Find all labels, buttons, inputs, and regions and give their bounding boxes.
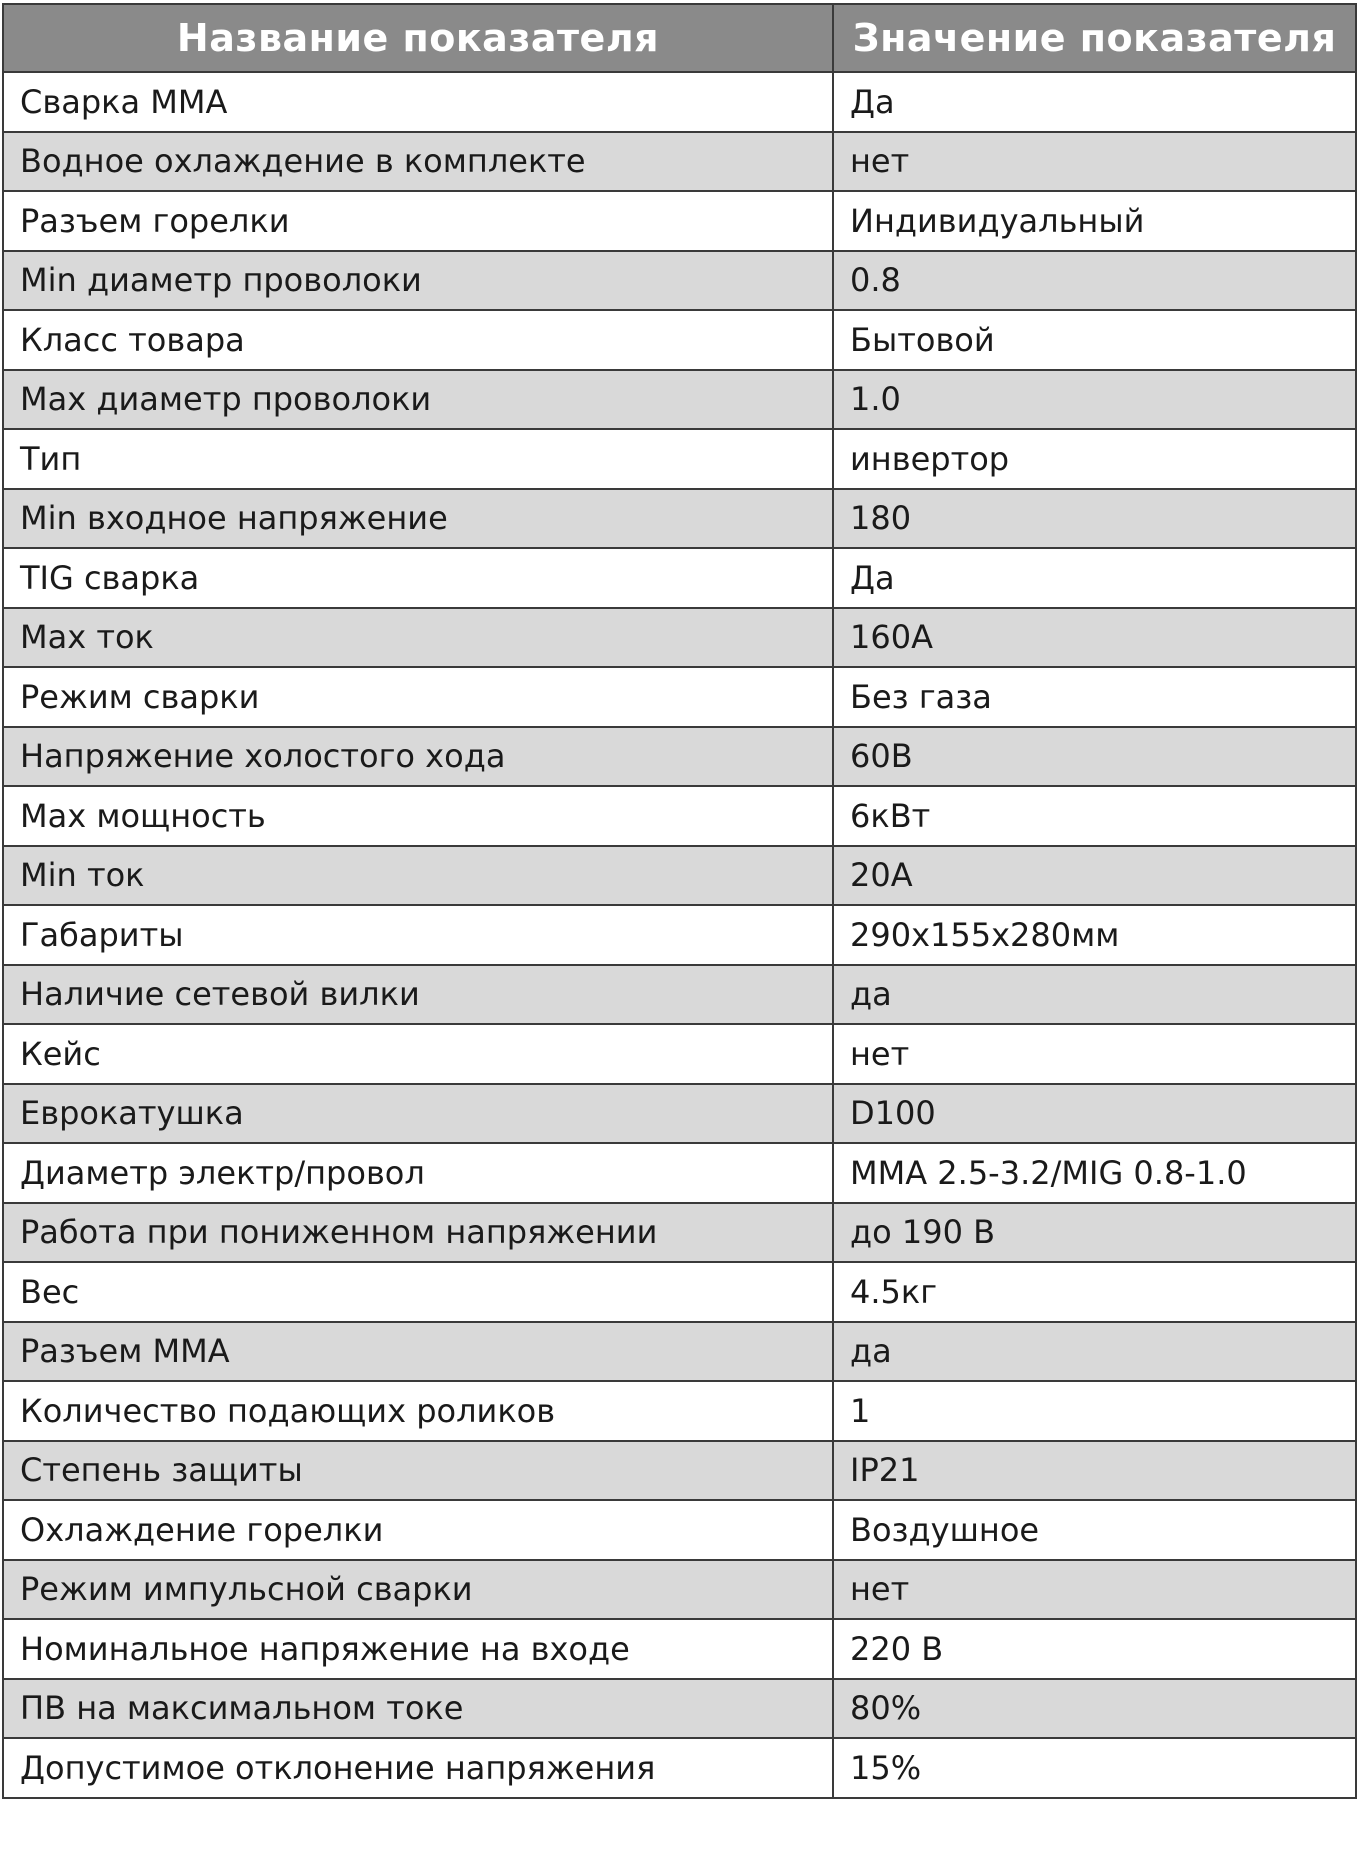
parameter-name-cell: Кейс xyxy=(3,1024,833,1084)
table-row xyxy=(3,905,1356,965)
table-row xyxy=(3,786,1356,846)
table-row xyxy=(3,1262,1356,1322)
parameter-value-cell: 60В xyxy=(833,727,1356,787)
table-row xyxy=(3,1441,1356,1501)
table-row xyxy=(3,608,1356,668)
table-row xyxy=(3,1322,1356,1382)
parameter-name-cell: Охлаждение горелки xyxy=(3,1500,833,1560)
header-parameter-value: Значение показателя xyxy=(833,4,1356,72)
parameter-name-cell: Количество подающих роликов xyxy=(3,1381,833,1441)
parameter-value-cell: да xyxy=(833,965,1356,1025)
parameter-value-cell: 290х155х280мм xyxy=(833,905,1356,965)
table-row xyxy=(3,1024,1356,1084)
parameter-name-cell: Min ток xyxy=(3,846,833,906)
parameter-name-cell: Допустимое отклонение напряжения xyxy=(3,1738,833,1798)
parameter-value-cell: 180 xyxy=(833,489,1356,549)
parameter-name-cell: Min входное напряжение xyxy=(3,489,833,549)
parameter-name-cell: TIG сварка xyxy=(3,548,833,608)
table-row xyxy=(3,72,1356,132)
table-row xyxy=(3,667,1356,727)
parameter-value-cell: IP21 xyxy=(833,1441,1356,1501)
parameter-name-cell: Разъем ММА xyxy=(3,1322,833,1382)
parameter-value-cell: Да xyxy=(833,548,1356,608)
parameter-name-cell: Max диаметр проволоки xyxy=(3,370,833,430)
parameter-name-cell: Степень защиты xyxy=(3,1441,833,1501)
parameter-value-cell: Бытовой xyxy=(833,310,1356,370)
parameter-name-cell: Режим импульсной сварки xyxy=(3,1560,833,1620)
parameter-name-cell: Габариты xyxy=(3,905,833,965)
table-row xyxy=(3,1500,1356,1560)
parameter-name-cell: Min диаметр проволоки xyxy=(3,251,833,311)
parameter-value-cell: да xyxy=(833,1322,1356,1382)
parameter-name-cell: Режим сварки xyxy=(3,667,833,727)
table-row xyxy=(3,429,1356,489)
parameter-value-cell: 220 В xyxy=(833,1619,1356,1679)
parameter-value-cell: 1 xyxy=(833,1381,1356,1441)
table-row xyxy=(3,489,1356,549)
table-row xyxy=(3,1619,1356,1679)
table-row xyxy=(3,1203,1356,1263)
parameter-value-cell: нет xyxy=(833,132,1356,192)
parameter-value-cell: 0.8 xyxy=(833,251,1356,311)
parameter-value-cell: Индивидуальный xyxy=(833,191,1356,251)
parameter-value-cell: Да xyxy=(833,72,1356,132)
table-row xyxy=(3,1143,1356,1203)
parameter-value-cell: 160А xyxy=(833,608,1356,668)
parameter-name-cell: Max мощность xyxy=(3,786,833,846)
table-row xyxy=(3,370,1356,430)
parameter-value-cell: 4.5кг xyxy=(833,1262,1356,1322)
parameter-value-cell: 80% xyxy=(833,1679,1356,1739)
parameter-value-cell: Без газа xyxy=(833,667,1356,727)
parameter-name-cell: ПВ на максимальном токе xyxy=(3,1679,833,1739)
table-body xyxy=(3,72,1356,1798)
table-row xyxy=(3,965,1356,1025)
parameter-name-cell: Наличие сетевой вилки xyxy=(3,965,833,1025)
parameter-name-cell: Вес xyxy=(3,1262,833,1322)
spec-table xyxy=(2,3,1357,1799)
parameter-name-cell: Max ток xyxy=(3,608,833,668)
table-row xyxy=(3,251,1356,311)
parameter-name-cell: Диаметр электр/провол xyxy=(3,1143,833,1203)
parameter-value-cell: D100 xyxy=(833,1084,1356,1144)
parameter-name-cell: Номинальное напряжение на входе xyxy=(3,1619,833,1679)
parameter-value-cell: 6кВт xyxy=(833,786,1356,846)
parameter-name-cell: Работа при пониженном напряжении xyxy=(3,1203,833,1263)
parameter-name-cell: Напряжение холостого хода xyxy=(3,727,833,787)
parameter-name-cell: Тип xyxy=(3,429,833,489)
parameter-name-cell: Еврокатушка xyxy=(3,1084,833,1144)
parameter-value-cell: Воздушное xyxy=(833,1500,1356,1560)
table-row xyxy=(3,1738,1356,1798)
parameter-name-cell: Водное охлаждение в комплекте xyxy=(3,132,833,192)
table-row xyxy=(3,1679,1356,1739)
parameter-value-cell: ММА 2.5-3.2/MIG 0.8-1.0 xyxy=(833,1143,1356,1203)
parameter-value-cell: нет xyxy=(833,1560,1356,1620)
parameter-name-cell: Разъем горелки xyxy=(3,191,833,251)
parameter-value-cell: инвертор xyxy=(833,429,1356,489)
table-row xyxy=(3,846,1356,906)
table-row xyxy=(3,727,1356,787)
table-row xyxy=(3,310,1356,370)
table-row xyxy=(3,1381,1356,1441)
parameter-value-cell: 20А xyxy=(833,846,1356,906)
parameter-value-cell: 15% xyxy=(833,1738,1356,1798)
table-row xyxy=(3,191,1356,251)
parameter-name-cell: Класс товара xyxy=(3,310,833,370)
table-row xyxy=(3,1084,1356,1144)
table-row xyxy=(3,132,1356,192)
parameter-value-cell: 1.0 xyxy=(833,370,1356,430)
table-header-row xyxy=(3,4,1356,72)
table-row xyxy=(3,548,1356,608)
parameter-name-cell: Сварка ММА xyxy=(3,72,833,132)
header-parameter-name: Название показателя xyxy=(3,4,833,72)
parameter-value-cell: до 190 В xyxy=(833,1203,1356,1263)
table-row xyxy=(3,1560,1356,1620)
parameter-value-cell: нет xyxy=(833,1024,1356,1084)
